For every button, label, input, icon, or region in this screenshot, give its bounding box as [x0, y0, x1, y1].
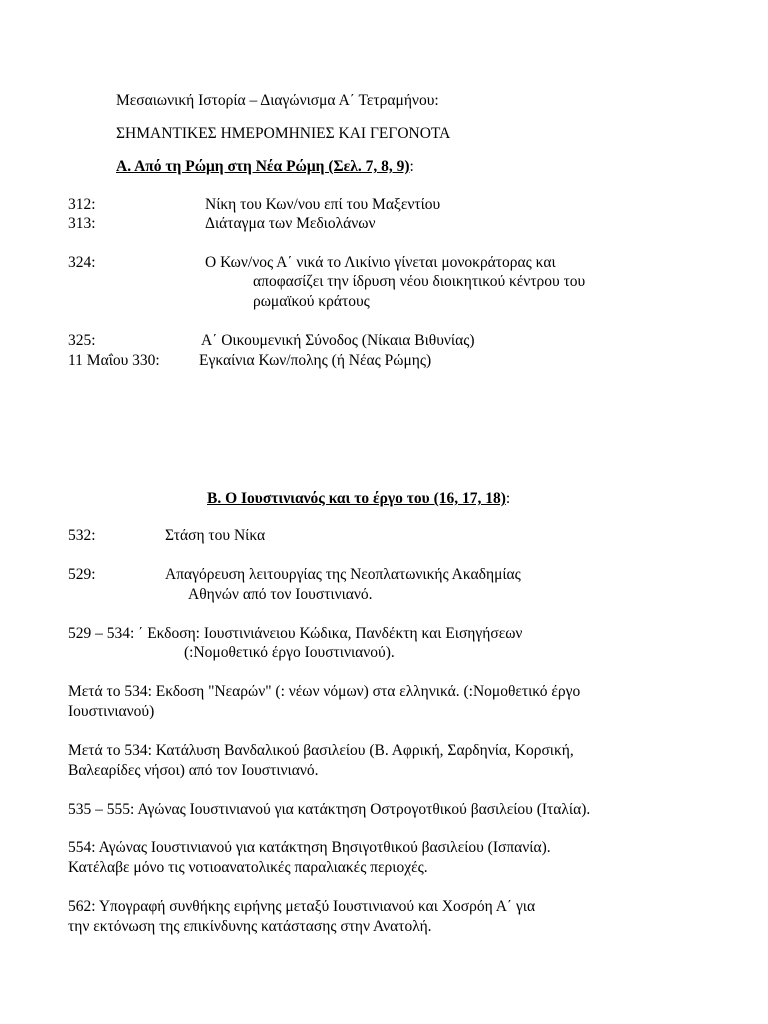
- section-a-event-324-cont1: αποφασίζει την ίδρυση νέου διοικητικού κέντρου του: [253, 273, 586, 290]
- section-a-date-313: 313:: [68, 215, 96, 232]
- section-b-heading-text: Β. Ο Ιουστινιανός και το έργο του (16, 17, 18): [207, 490, 506, 507]
- section-a-event-313: Διάταγμα των Μεδιολάνων: [205, 215, 376, 232]
- section-b-562-line1: 562: Υπογραφή συνθήκης ειρήνης μεταξύ Ιουστινιανού και Χοσρόη Α΄ για: [68, 898, 536, 915]
- section-a-event-325: Α΄ Οικουμενική Σύνοδος (Νίκαια Βιθυνίας): [201, 332, 475, 349]
- section-b-after-534-vandals-line1: Μετά το 534: Κατάλυση Βανδαλικού βασιλείου (Β. Αφρική, Σαρδηνία, Κορσική,: [68, 742, 574, 759]
- section-a-event-324: Ο Κων/νος Α΄ νικά το Λικίνιο γίνεται μονοκράτορας και: [205, 254, 556, 271]
- section-b-554-line1: 554: Αγώνας Ιουστινιανού για κατάκτηση Βησιγοτθικού βασιλείου (Ισπανία).: [68, 839, 551, 856]
- section-a-date-325: 325:: [68, 332, 96, 349]
- section-a-date-312: 312:: [68, 196, 96, 213]
- section-b-event-532: Στάση του Νίκα: [165, 527, 266, 544]
- section-a-event-330: Εγκαίνια Κων/πολης (ή Νέας Ρώμης): [199, 352, 432, 369]
- section-a-event-324-cont2: ρωμαϊκού κράτους: [253, 293, 370, 310]
- document-title: Μεσαιωνική Ιστορία – Διαγώνισμα Α΄ Τετραμήνου:: [116, 92, 439, 109]
- section-a-date-330: 11 Μαΐου 330:: [68, 352, 160, 369]
- section-b-date-529: 529:: [68, 566, 96, 583]
- section-b-heading-suffix: :: [505, 490, 511, 507]
- section-a-event-312: Νίκη του Κων/νου επί του Μαξεντίου: [205, 196, 441, 213]
- section-b-529-534-line2: (:Νομοθετικό έργο Ιουστινιανού).: [184, 644, 395, 661]
- section-a-heading-text: Α. Από τη Ρώμη στη Νέα Ρώμη (Σελ. 7, 8, 9): [116, 158, 410, 175]
- section-b-event-529: Απαγόρευση λειτουργίας της Νεοπλατωνικής Ακαδημίας: [165, 566, 521, 583]
- section-b-heading: [207, 489, 510, 508]
- section-a-heading-suffix: :: [409, 158, 414, 175]
- section-b-535-555: 535 – 555: Αγώνας Ιουστινιανού για κατάκτηση Οστρογοτθικού βασιλείου (Ιταλία).: [68, 801, 591, 818]
- section-b-562-line2: την εκτόνωση της επικίνδυνης κατάστασης στην Ανατολή.: [68, 918, 432, 935]
- section-b-554-line2: Κατέλαβε μόνο τις νοτιοανατολικές παραλιακές περιοχές.: [68, 859, 428, 876]
- section-b-after-534-novels-line2: Ιουστινιανού): [68, 703, 155, 720]
- section-b-529-534-line1: 529 – 534: ΄ Εκδοση: Ιουστινιάνειου Κώδικα, Πανδέκτη και Εισηγήσεων: [68, 625, 523, 642]
- section-b-date-532: 532:: [68, 527, 96, 544]
- section-a-heading: [116, 157, 414, 176]
- section-a-date-324: 324:: [68, 254, 96, 271]
- document-subtitle: ΣΗΜΑΝΤΙΚΕΣ ΗΜΕΡΟΜΗΝΙΕΣ ΚΑΙ ΓΕΓΟΝΟΤΑ: [116, 125, 451, 142]
- section-b-after-534-vandals-line2: Βαλεαρίδες νήσοι) από τον Ιουστινιανό.: [68, 762, 319, 779]
- section-b-event-529-cont: Αθηνών από τον Ιουστινιανό.: [188, 586, 373, 603]
- section-b-after-534-novels-line1: Μετά το 534: Εκδοση "Νεαρών" (: νέων νόμων) στα ελληνικά. (:Νομοθετικό έργο: [68, 683, 581, 700]
